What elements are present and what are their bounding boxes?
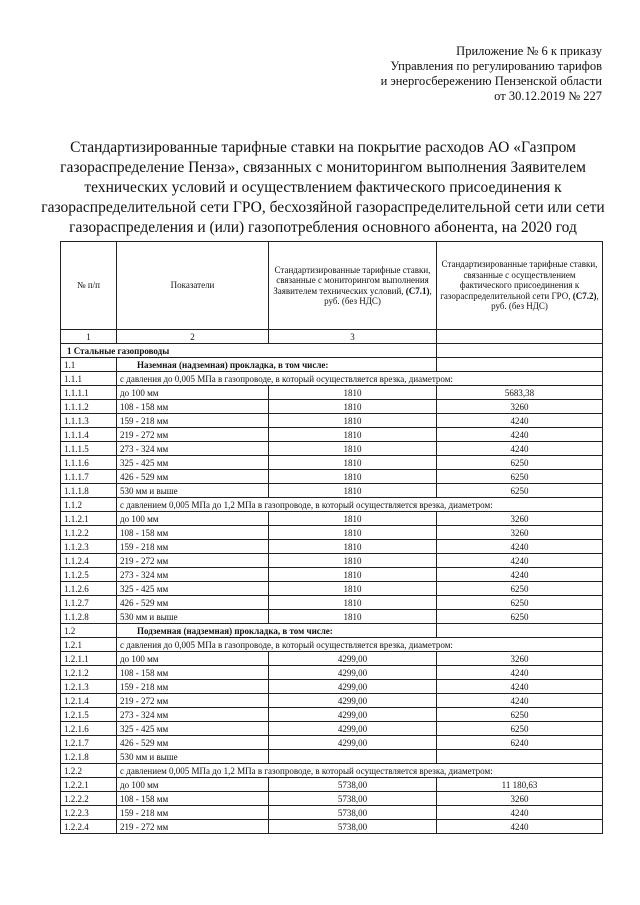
rate-c72-value: 4240 — [437, 568, 603, 582]
table-row — [61, 386, 603, 400]
header-line: Управления по регулированию тарифов — [390, 59, 602, 73]
row-number: 1.1.2.6 — [61, 582, 117, 596]
table-row — [61, 414, 603, 428]
subsection-row — [61, 638, 603, 652]
row-number: 1.1.2.4 — [61, 554, 117, 568]
rate-c71-value: 1810 — [269, 442, 437, 456]
diameter-label: 108 - 158 мм — [117, 666, 269, 680]
diameter-label: 219 - 272 мм — [117, 554, 269, 568]
row-number: 1.1.1.3 — [61, 414, 117, 428]
column-number-row — [61, 330, 603, 344]
diameter-label: 273 - 324 мм — [117, 568, 269, 582]
empty-cell — [437, 344, 603, 358]
diameter-label: до 100 мм — [117, 386, 269, 400]
rate-c71-value: 5738,00 — [269, 820, 437, 834]
table-row — [61, 722, 603, 736]
row-number: 1.1.1.7 — [61, 470, 117, 484]
table-row — [61, 652, 603, 666]
diameter-label: 108 - 158 мм — [117, 400, 269, 414]
rate-c72-value: 5683,38 — [437, 386, 603, 400]
section-row — [61, 624, 603, 638]
diameter-label: 325 - 425 мм — [117, 722, 269, 736]
table-row — [61, 568, 603, 582]
rate-c72-value: 6240 — [437, 736, 603, 750]
rate-c72-value: 6250 — [437, 610, 603, 624]
row-number: 1.2.1.7 — [61, 736, 117, 750]
diameter-label: 273 - 324 мм — [117, 442, 269, 456]
row-number: 1.1.1.4 — [61, 428, 117, 442]
row-number: 1.1.1.5 — [61, 442, 117, 456]
rate-c72-value: 3260 — [437, 400, 603, 414]
diameter-label: 273 - 324 мм — [117, 708, 269, 722]
rate-c71-value: 4299,00 — [269, 694, 437, 708]
diameter-label: 426 - 529 мм — [117, 596, 269, 610]
row-number: 1.1 — [61, 358, 117, 372]
diameter-label: 325 - 425 мм — [117, 456, 269, 470]
rate-c72-value: 3260 — [437, 652, 603, 666]
row-number: 1.1.2.5 — [61, 568, 117, 582]
table-row — [61, 820, 603, 834]
rate-c71-value: 1810 — [269, 400, 437, 414]
subsection-title: с давлением 0,005 МПа до 1,2 МПа в газопроводе, в который осуществляется врезка, диаметром: — [117, 498, 603, 512]
header-c71-code: (С7.1) — [405, 285, 430, 296]
section-row — [61, 344, 603, 358]
table-row — [61, 554, 603, 568]
table-row — [61, 806, 603, 820]
rate-c72-value: 4240 — [437, 694, 603, 708]
diameter-label: 159 - 218 мм — [117, 806, 269, 820]
rate-c72-value: 6250 — [437, 484, 603, 498]
column-number: 3 — [269, 330, 437, 344]
rate-c72-value: 4240 — [437, 666, 603, 680]
row-number: 1.2.1.4 — [61, 694, 117, 708]
rate-c71-value: 1810 — [269, 540, 437, 554]
rate-c72-value: 4240 — [437, 442, 603, 456]
row-number: 1.1.1.1 — [61, 386, 117, 400]
row-number: 1.2.2.1 — [61, 778, 117, 792]
table-row — [61, 778, 603, 792]
rate-c71-value: 1810 — [269, 568, 437, 582]
subsection-title: с давления до 0,005 МПа в газопроводе, в который осуществляется врезка, диаметром: — [117, 372, 603, 386]
rate-c71-value: 1810 — [269, 512, 437, 526]
table-body — [61, 344, 603, 834]
rate-c72-value: 3260 — [437, 792, 603, 806]
rate-c71-value: 1810 — [269, 596, 437, 610]
table-row — [61, 792, 603, 806]
row-number: 1.1.1.2 — [61, 400, 117, 414]
table-row — [61, 512, 603, 526]
header-c72-unit: руб. (без НДС) — [491, 301, 548, 312]
header-indicator: Показатели — [117, 242, 269, 330]
rate-c71-value: 1810 — [269, 526, 437, 540]
row-number: 1.2.1.8 — [61, 750, 117, 764]
row-number: 1.2.1.2 — [61, 666, 117, 680]
rate-c72-value: 11 180,63 — [437, 778, 603, 792]
diameter-label: 530 мм и выше — [117, 484, 269, 498]
rate-c72-value: 6250 — [437, 708, 603, 722]
diameter-label: до 100 мм — [117, 778, 269, 792]
table-row — [61, 666, 603, 680]
rate-c71-value: 1810 — [269, 484, 437, 498]
rate-c71-value: 1810 — [269, 414, 437, 428]
row-number: 1.1.1.8 — [61, 484, 117, 498]
header-c72-code: (С7.2) — [572, 290, 597, 301]
diameter-label: 219 - 272 мм — [117, 694, 269, 708]
rate-c71-value: 1810 — [269, 554, 437, 568]
table-row — [61, 484, 603, 498]
table-row — [61, 736, 603, 750]
header-line: и энергосбережению Пензенской области — [380, 74, 602, 88]
empty-cell — [437, 358, 603, 372]
header-line: Приложение № 6 к приказу — [456, 44, 602, 58]
rate-c71-value: 4299,00 — [269, 680, 437, 694]
header-c71-text: Стандартизированные тарифные ставки, связанные с мониторингом выполнения Заявителем технических условий, — [273, 264, 431, 296]
rate-c71-value: 5738,00 — [269, 806, 437, 820]
rate-c72-value: 6250 — [437, 582, 603, 596]
document-title: Стандартизированные тарифные ставки на покрытие расходов АО «Газпром газораспределение Пенза», связанных с мониторингом выполнения Заявителем технических условий и осуществлением фактического присоединения к газораспределительной сети ГРО, бесхозяйной газораспределительной сети или сети газораспределения и (или) газопотребления основного абонента, на 2020 год — [41, 139, 605, 236]
table-row — [61, 750, 603, 764]
table-row — [61, 400, 603, 414]
table-row — [61, 442, 603, 456]
rate-c72-value: 3260 — [437, 526, 603, 540]
row-number: 1.1.2.1 — [61, 512, 117, 526]
rate-c72-value: 6250 — [437, 470, 603, 484]
rate-c71-value: 4299,00 — [269, 666, 437, 680]
row-number: 1.1.2.3 — [61, 540, 117, 554]
table-header-row — [61, 242, 603, 330]
subsection-title: с давления до 0,005 МПа в газопроводе, в который осуществляется врезка, диаметром: — [117, 638, 603, 652]
diameter-label: 219 - 272 мм — [117, 428, 269, 442]
column-number: 1 — [61, 330, 117, 344]
rate-c72-value: 6250 — [437, 722, 603, 736]
rate-c71-value: 1810 — [269, 428, 437, 442]
rate-c71-value — [269, 750, 437, 764]
rate-c71-value: 4299,00 — [269, 708, 437, 722]
table-row — [61, 708, 603, 722]
diameter-label: 530 мм и выше — [117, 750, 269, 764]
row-number: 1.2.2.3 — [61, 806, 117, 820]
diameter-label: 325 - 425 мм — [117, 582, 269, 596]
table-row — [61, 694, 603, 708]
table-row — [61, 610, 603, 624]
column-number: 2 — [117, 330, 269, 344]
diameter-label: 159 - 218 мм — [117, 540, 269, 554]
row-number: 1.2.2.4 — [61, 820, 117, 834]
rate-c72-value: 4240 — [437, 820, 603, 834]
diameter-label: 426 - 529 мм — [117, 736, 269, 750]
row-number: 1.2.1.1 — [61, 652, 117, 666]
diameter-label: 108 - 158 мм — [117, 792, 269, 806]
diameter-label: до 100 мм — [117, 512, 269, 526]
row-number: 1.2.2.2 — [61, 792, 117, 806]
rate-c71-value: 5738,00 — [269, 778, 437, 792]
table-row — [61, 428, 603, 442]
header-num: № п/п — [61, 242, 117, 330]
row-number: 1.1.1.6 — [61, 456, 117, 470]
subsection-row — [61, 498, 603, 512]
row-number: 1.2.1.6 — [61, 722, 117, 736]
diameter-label: 159 - 218 мм — [117, 414, 269, 428]
row-number: 1.2 — [61, 624, 117, 638]
header-c72: Стандартизированные тарифные ставки, связанные с осуществлением фактического присоединения к газораспределительной сети ГРО, (С7.2), руб. (без НДС) — [437, 242, 603, 330]
column-number — [437, 330, 603, 344]
row-number: 1.2.1.5 — [61, 708, 117, 722]
order-appendix-header — [302, 44, 602, 104]
rate-c72-value — [437, 750, 603, 764]
row-number: 1.2.1.3 — [61, 680, 117, 694]
section-title: Подземная (надземная) прокладка, в том числе: — [117, 624, 437, 638]
diameter-label: 219 - 272 мм — [117, 820, 269, 834]
table-row — [61, 526, 603, 540]
row-number: 1.2.2 — [61, 764, 117, 778]
tariff-table — [60, 241, 603, 834]
subsection-title: с давлением 0,005 МПа до 1,2 МПа в газопроводе, в который осуществляется врезка, диаметром: — [117, 764, 603, 778]
section-title: Наземная (надземная) прокладка, в том числе: — [117, 358, 437, 372]
table-row — [61, 456, 603, 470]
subsection-row — [61, 764, 603, 778]
header-c72-text: Стандартизированные тарифные ставки, связанные с осуществлением фактического присоединения к газораспределительной сети ГРО, — [440, 259, 598, 301]
diameter-label: 530 мм и выше — [117, 610, 269, 624]
section-row — [61, 358, 603, 372]
diameter-label: 426 - 529 мм — [117, 470, 269, 484]
rate-c72-value: 4240 — [437, 680, 603, 694]
table-row — [61, 582, 603, 596]
row-number: 1.1.2.8 — [61, 610, 117, 624]
row-number: 1.1.1 — [61, 372, 117, 386]
row-number: 1.1.2.7 — [61, 596, 117, 610]
rate-c72-value: 6250 — [437, 596, 603, 610]
row-number: 1.2.1 — [61, 638, 117, 652]
diameter-label: 159 - 218 мм — [117, 680, 269, 694]
rate-c71-value: 5738,00 — [269, 792, 437, 806]
rate-c71-value: 1810 — [269, 386, 437, 400]
table-row — [61, 540, 603, 554]
table-row — [61, 596, 603, 610]
rate-c71-value: 1810 — [269, 582, 437, 596]
rate-c71-value: 1810 — [269, 470, 437, 484]
section-title: 1 Стальные газопроводы — [61, 344, 437, 358]
rate-c71-value: 4299,00 — [269, 722, 437, 736]
empty-cell — [437, 624, 603, 638]
rate-c72-value: 4240 — [437, 428, 603, 442]
rate-c72-value: 4240 — [437, 540, 603, 554]
rate-c71-value: 1810 — [269, 456, 437, 470]
header-c71: Стандартизированные тарифные ставки, связанные с мониторингом выполнения Заявителем технических условий, (С7.1), руб. (без НДС) — [269, 242, 437, 330]
header-c71-unit: руб. (без НДС) — [324, 296, 381, 306]
rate-c72-value: 4240 — [437, 414, 603, 428]
rate-c71-value: 1810 — [269, 610, 437, 624]
table-row — [61, 470, 603, 484]
rate-c72-value: 4240 — [437, 554, 603, 568]
diameter-label: 108 - 158 мм — [117, 526, 269, 540]
rate-c72-value: 6250 — [437, 456, 603, 470]
row-number: 1.1.2.2 — [61, 526, 117, 540]
row-number: 1.1.2 — [61, 498, 117, 512]
rate-c72-value: 4240 — [437, 806, 603, 820]
rate-c72-value: 3260 — [437, 512, 603, 526]
rate-c71-value: 4299,00 — [269, 736, 437, 750]
rate-c71-value: 4299,00 — [269, 652, 437, 666]
header-line: от 30.12.2019 № 227 — [494, 89, 602, 103]
diameter-label: до 100 мм — [117, 652, 269, 666]
table-row — [61, 680, 603, 694]
subsection-row — [61, 372, 603, 386]
